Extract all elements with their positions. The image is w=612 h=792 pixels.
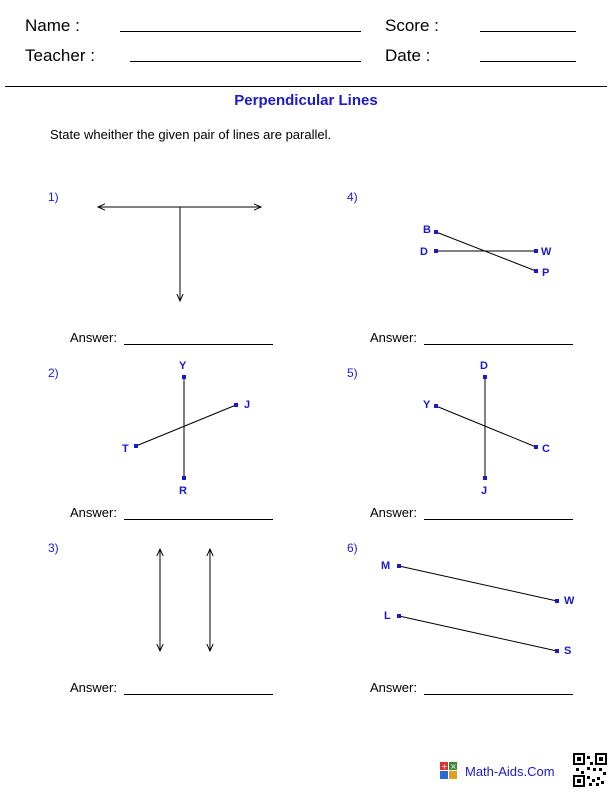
figure-1	[98, 207, 261, 301]
answer-label-6: Answer:	[370, 680, 417, 695]
fig2-point-R	[182, 476, 186, 480]
fig4-point-D	[434, 249, 438, 253]
instructions: State wheither the given pair of lines are parallel.	[50, 127, 332, 142]
fig4-label-W: W	[541, 246, 552, 258]
figure-6	[381, 560, 575, 657]
answer-label-1: Answer:	[70, 330, 117, 345]
fig5-point-Y	[434, 404, 438, 408]
fig6-point-L	[397, 614, 401, 618]
problem-number-1: 1)	[48, 190, 59, 204]
svg-text:+: +	[441, 762, 448, 771]
fig5-point-J	[483, 476, 487, 480]
fig2-point-Y	[182, 375, 186, 379]
fig2-label-T: T	[122, 443, 129, 455]
answer-label-5: Answer:	[370, 505, 417, 520]
fig6-point-W	[555, 599, 559, 603]
date-label: Date :	[385, 46, 431, 65]
calculator-icon	[440, 762, 457, 779]
problem-number-6: 6)	[347, 541, 358, 555]
footer-site[interactable]: Math-Aids.Com	[465, 764, 555, 779]
fig2-point-T	[134, 444, 138, 448]
teacher-label: Teacher :	[25, 46, 95, 65]
answer-label-4: Answer:	[370, 330, 417, 345]
problem-number-5: 5)	[347, 366, 358, 380]
fig5-label-D: D	[480, 360, 488, 372]
page-title: Perpendicular Lines	[234, 92, 378, 109]
answer-label-2: Answer:	[70, 505, 117, 520]
figure-2	[122, 360, 250, 497]
fig5-label-Y: Y	[423, 399, 431, 411]
svg-text:×: ×	[450, 762, 457, 771]
problem-number-4: 4)	[347, 190, 358, 204]
fig5-label-J: J	[481, 485, 488, 497]
fig2-point-J	[234, 403, 238, 407]
fig5-label-C: C	[542, 443, 550, 455]
fig6-point-S	[555, 649, 559, 653]
score-label: Score :	[385, 16, 439, 35]
fig6-segment-LS	[399, 616, 557, 651]
fig4-point-W	[534, 249, 538, 253]
fig4-point-P	[534, 269, 538, 273]
fig2-segment-TJ	[136, 405, 236, 446]
problem-number-2: 2)	[48, 366, 59, 380]
fig6-point-M	[397, 564, 401, 568]
fig6-label-S: S	[564, 645, 572, 657]
fig5-segment-YC	[436, 406, 536, 447]
fig4-label-B: B	[423, 224, 431, 236]
fig6-label-W: W	[564, 595, 575, 607]
fig6-segment-MW	[399, 566, 557, 601]
problem-number-3: 3)	[48, 541, 59, 555]
fig5-point-C	[534, 445, 538, 449]
figure-5	[423, 360, 550, 497]
fig2-label-R: R	[179, 485, 187, 497]
fig2-label-J: J	[244, 399, 251, 411]
fig2-label-Y: Y	[179, 360, 187, 372]
fig4-point-B	[434, 230, 438, 234]
answer-label-3: Answer:	[70, 680, 117, 695]
fig6-label-M: M	[381, 560, 391, 572]
figure-3	[160, 549, 210, 651]
fig6-label-L: L	[384, 610, 391, 622]
fig4-label-D: D	[420, 246, 428, 258]
fig5-point-D	[483, 375, 487, 379]
name-label: Name :	[25, 16, 80, 35]
fig4-label-P: P	[542, 267, 550, 279]
qr-code-icon	[574, 754, 606, 786]
figure-4	[420, 224, 552, 279]
